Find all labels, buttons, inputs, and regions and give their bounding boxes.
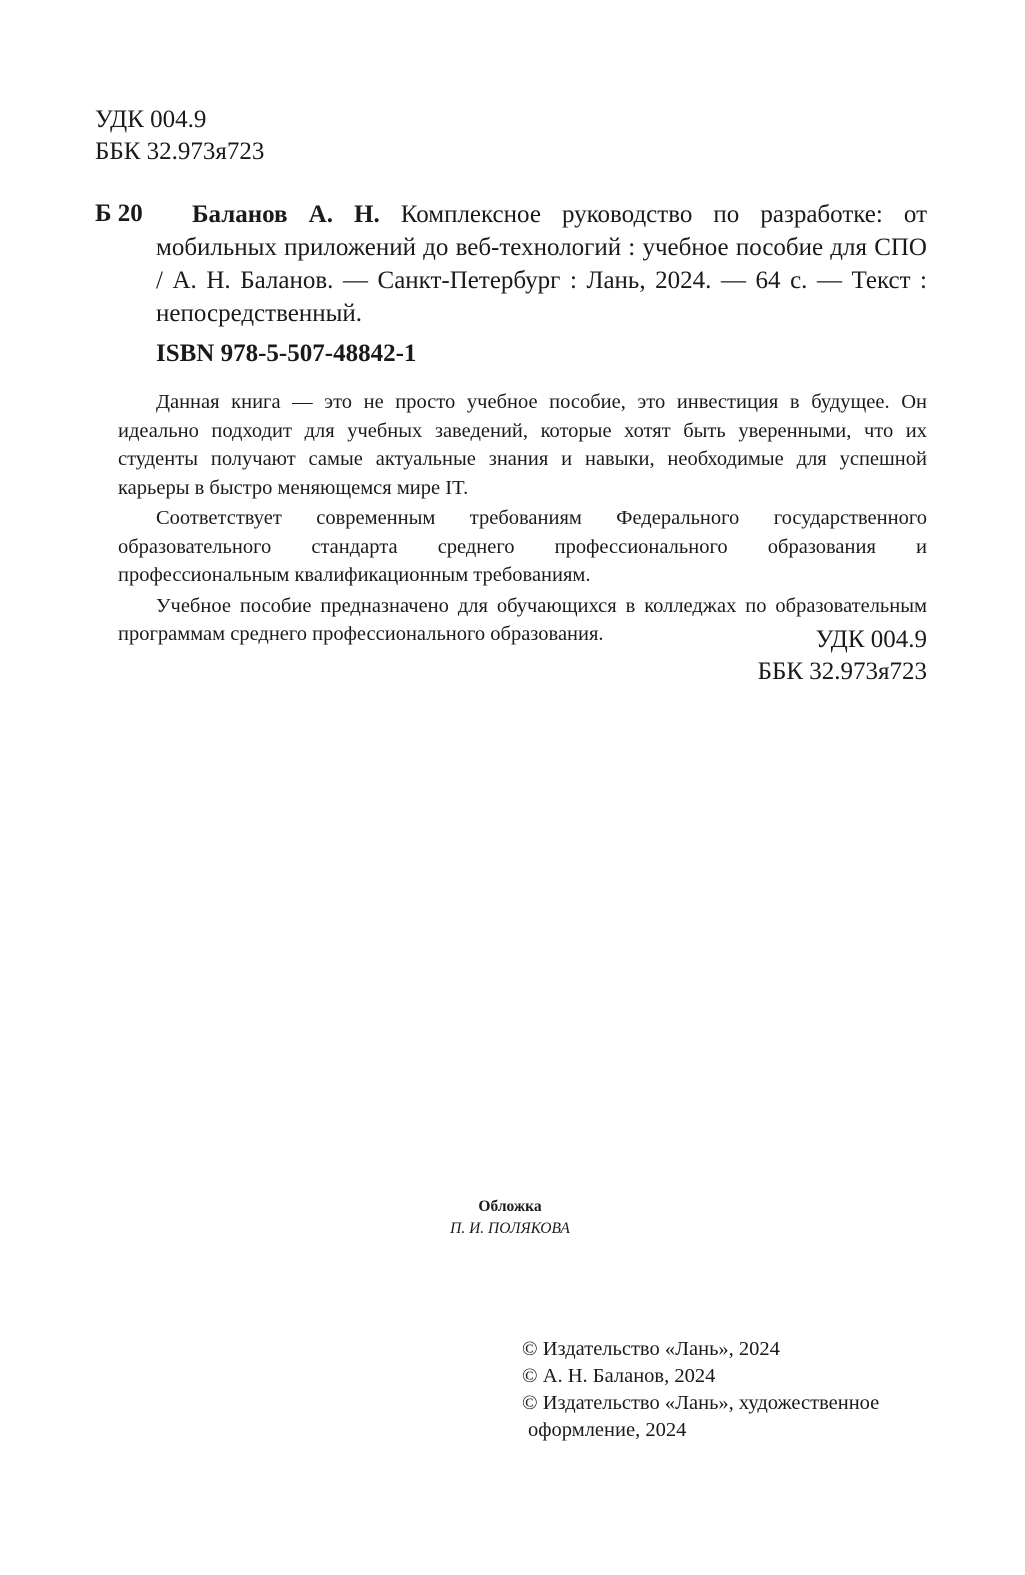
- cover-designer: П. И. ПОЛЯКОВА: [450, 1220, 570, 1237]
- copyright-line: © Издательство «Лань», художественное: [522, 1392, 880, 1414]
- classification-top: [95, 104, 264, 168]
- author-name: Баланов А. Н.: [192, 201, 380, 228]
- copyright-block: [522, 1336, 879, 1444]
- copyright-line: оформление, 2024: [528, 1419, 687, 1441]
- bbk-code: ББК 32.973я723: [95, 138, 265, 165]
- classification-bottom: [758, 624, 927, 688]
- description-text: Комплексное руководство по разработке: от мобильных приложений до веб-технологий : учебное пособие для СПО / А. Н. Баланов. — Санкт-Петербург : Лань, 2024. — 64 с. — Текст : непосредственный.: [156, 201, 927, 327]
- annotation: [118, 388, 927, 651]
- author-sign: Б 20: [95, 200, 143, 227]
- bibliographic-description: [156, 198, 927, 330]
- copyright-line: © Издательство «Лань», 2024: [522, 1338, 780, 1360]
- udk-code: УДК 004.9: [95, 106, 207, 133]
- udk-code: УДК 004.9: [815, 626, 927, 653]
- annotation-paragraph: Данная книга — это не просто учебное пособие, это инвестиция в будущее. Он идеально подходит для учебных заведений, которые хотят быть уверенными, что их студенты получают самые актуальные знания и навыки, необходимые для успешной карьеры в быстро меняющемся мире IT.: [118, 391, 927, 499]
- cover-label: Обложка: [478, 1198, 542, 1215]
- bbk-code: ББК 32.973я723: [757, 658, 927, 685]
- copyright-line: © А. Н. Баланов, 2024: [522, 1365, 716, 1387]
- cover-credit: [0, 1196, 1020, 1240]
- annotation-paragraph: Соответствует современным требованиям Федерального государственного образовательного стандарта среднего профессионального образования и профессиональным квалификационным требованиям.: [118, 507, 927, 586]
- annotation-paragraph: Учебное пособие предназначено для обучающихся в колледжах по образовательным программам среднего профессионального образования.: [118, 594, 927, 645]
- isbn: ISBN 978-5-507-48842-1: [156, 340, 417, 367]
